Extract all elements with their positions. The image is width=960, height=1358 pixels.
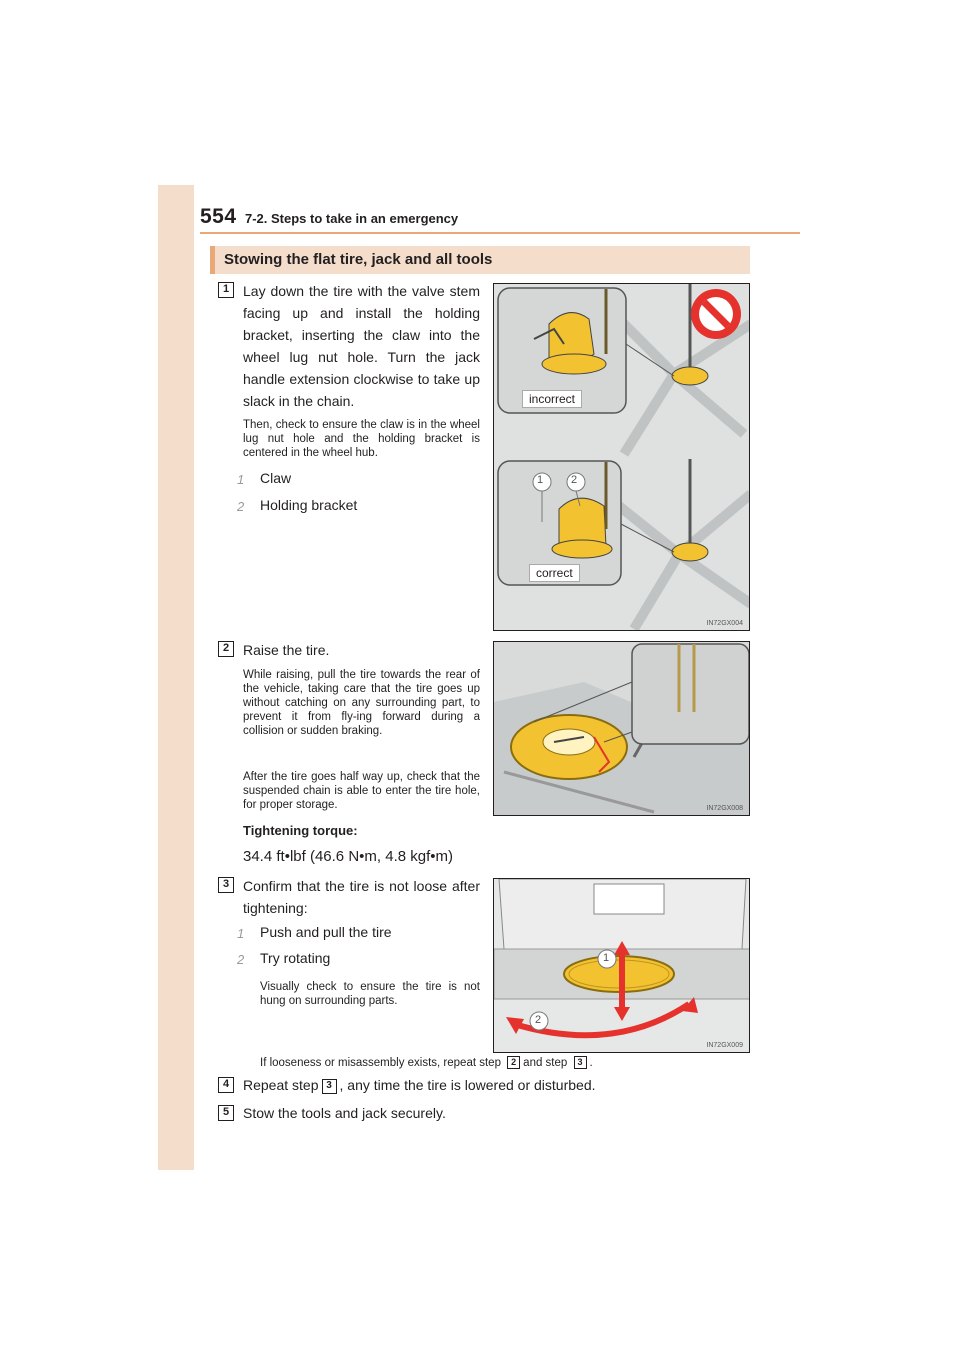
- figure-code: IN72GX009: [706, 1042, 743, 1049]
- step4-text-1: Repeat step: [243, 1077, 319, 1093]
- step2-text: Raise the tire.: [243, 642, 330, 658]
- step5-text: Stow the tools and jack securely.: [243, 1105, 446, 1121]
- item-label: Try rotating: [260, 950, 331, 966]
- step-ref-3: 3: [322, 1079, 337, 1094]
- step-ref-3: 3: [574, 1056, 587, 1069]
- section-heading-text: Stowing the flat tire, jack and all tools: [224, 251, 493, 268]
- step-number-1: 1: [218, 282, 234, 298]
- item-label: Holding bracket: [260, 497, 358, 513]
- figure-confirm-tire: [493, 878, 750, 1053]
- page-header: [200, 205, 800, 235]
- step-number-4: 4: [218, 1077, 234, 1093]
- step-number-3: 3: [218, 877, 234, 893]
- confirm-tire-illustration: [494, 879, 750, 1053]
- step3-text: Confirm that the tire is not loose after tightening:: [243, 878, 480, 916]
- section-title: 7-2. Steps to take in an emergency: [245, 211, 459, 226]
- item-number: 2: [237, 952, 245, 967]
- item-number: 1: [237, 926, 245, 941]
- figure-holding-bracket: [493, 283, 750, 631]
- raise-tire-illustration: [494, 642, 750, 816]
- callout-2: 2: [535, 1014, 542, 1026]
- step4-text-2: , any time the tire is lowered or disturbed.: [339, 1077, 596, 1093]
- item-label: Claw: [260, 470, 292, 486]
- step1-note: Then, check to ensure the claw is in the wheel lug nut hole and the holding bracket is centered in the wheel hub.: [243, 419, 480, 459]
- item-label: Push and pull the tire: [260, 924, 392, 940]
- looseness-note: [260, 1056, 760, 1070]
- label-correct: correct: [529, 564, 580, 582]
- looseness-text-1: If looseness or misassembly exists, repeat step: [260, 1057, 501, 1069]
- step3-note: Visually check to ensure the tire is not hung on surrounding parts.: [260, 981, 480, 1007]
- callout-1: 1: [537, 474, 544, 486]
- item-number: 1: [237, 472, 245, 487]
- callout-2: 2: [571, 474, 578, 486]
- figure-raise-tire: [493, 641, 750, 816]
- figure-code: IN72GX004: [706, 620, 743, 627]
- step1-text: Lay down the tire with the valve stem facing up and install the holding bracket, inserting the claw into the wheel lug nut hole. Turn the jack handle extension clockwise to take up slack in the chain.: [243, 283, 480, 409]
- step-number-5: 5: [218, 1105, 234, 1121]
- item-number: 2: [237, 499, 245, 514]
- step4-text: [243, 1074, 763, 1096]
- step-number-2: 2: [218, 641, 234, 657]
- torque-label: Tightening torque:: [243, 823, 358, 838]
- label-incorrect: incorrect: [522, 390, 582, 408]
- step2-note-1: While raising, pull the tire towards the rear of the vehicle, taking care that the tire goes up without catching on any surrounding part, to prevent it from fly-ing forward during a collision or sudden braking.: [243, 669, 480, 737]
- section-heading: [210, 246, 750, 274]
- page-number: 554: [200, 205, 237, 228]
- step2-note-2: After the tire goes half way up, check that the suspended chain is able to enter the tire hole, for proper storage.: [243, 771, 480, 811]
- header-rule: [200, 232, 800, 234]
- looseness-text-3: .: [589, 1057, 593, 1069]
- torque-value: 34.4 ft•lbf (46.6 N•m, 4.8 kgf•m): [243, 848, 453, 865]
- side-strip: [158, 185, 194, 1170]
- figure-code: IN72GX008: [706, 805, 743, 812]
- callout-1: 1: [603, 952, 610, 964]
- looseness-text-2: and step: [523, 1057, 568, 1069]
- step-ref-2: 2: [507, 1056, 520, 1069]
